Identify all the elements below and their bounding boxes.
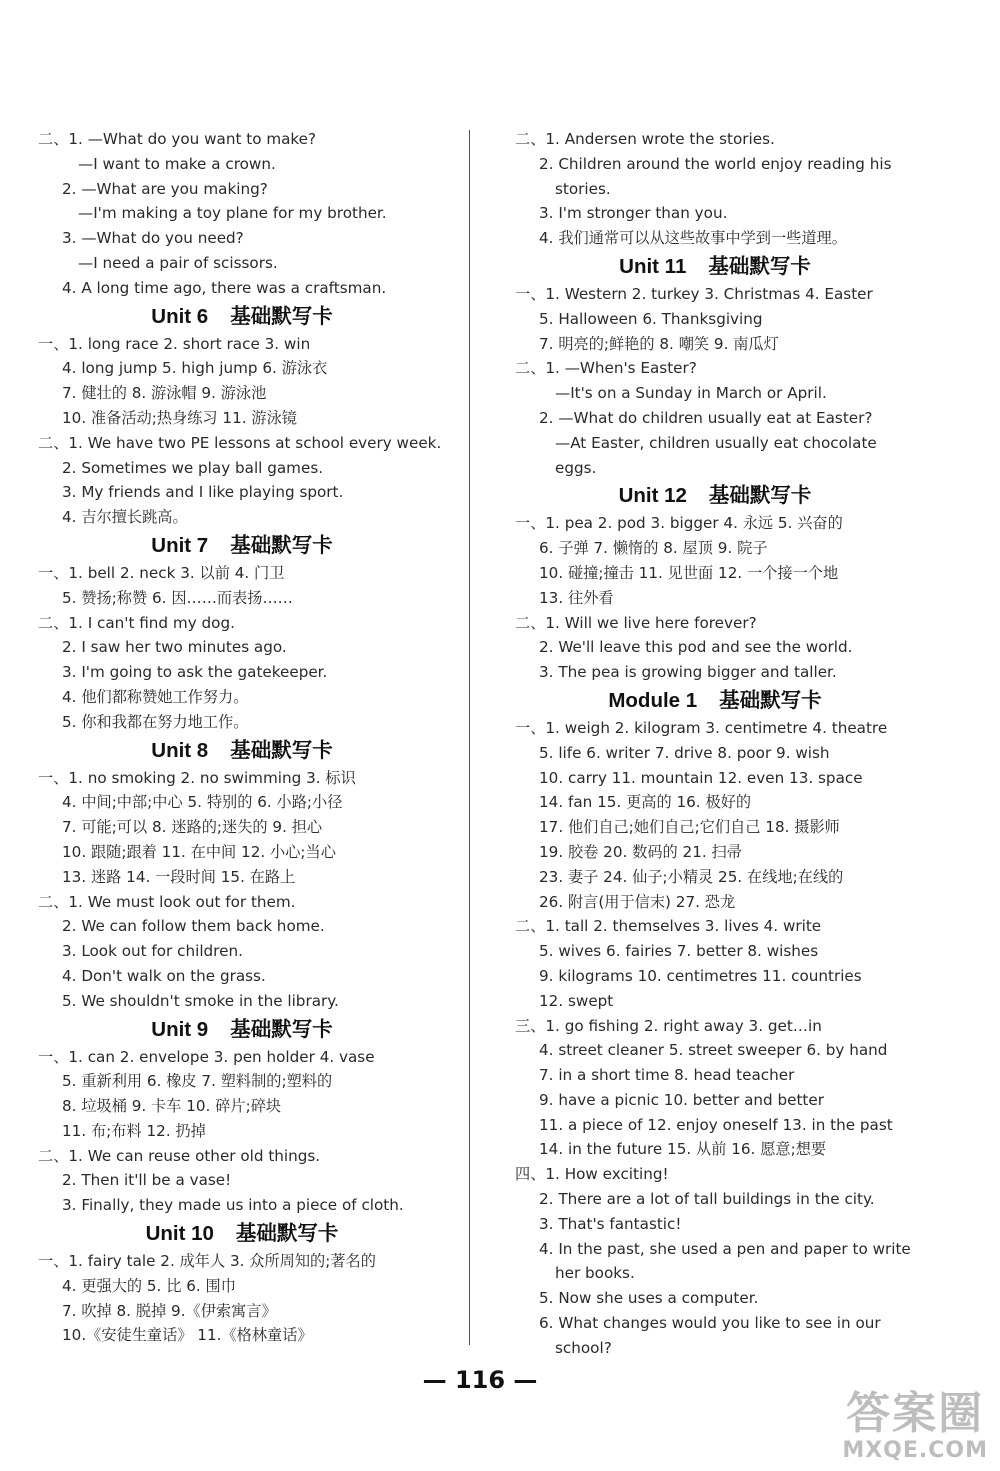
text-line: 2. There are a lot of tall buildings in the city. <box>539 1190 875 1209</box>
right-block1 <box>515 127 915 251</box>
text-line: 2. We can follow them back home. <box>62 917 325 936</box>
text-line: 5. 赞扬;称赞 6. 因……而表扬…… <box>62 588 293 607</box>
text-line: 一、1. Western 2. turkey 3. Christmas 4. Easter <box>515 284 873 303</box>
unit8-section <box>38 766 446 1014</box>
text-line: 一、1. weigh 2. kilogram 3. centimetre 4. theatre <box>515 718 888 737</box>
text-line: 2. Children around the world enjoy reading his <box>539 154 892 173</box>
text-line: 二、1. We can reuse other old things. <box>38 1146 321 1165</box>
text-line: 4. 我们通常可以从这些故事中学到一些道理。 <box>539 229 847 248</box>
text-line: 13. 迷路 14. 一段时间 15. 在路上 <box>62 867 296 886</box>
text-line: 6. What changes would you like to see in our <box>539 1314 881 1333</box>
section-heading: Unit 6 基础默写卡 <box>151 304 333 328</box>
section-heading: Unit 11 基础默写卡 <box>619 254 811 278</box>
text-line: 4. 他们都称赞她工作努力。 <box>62 687 249 706</box>
text-line: 二、1. I can't find my dog. <box>38 613 235 632</box>
text-line: 5. life 6. writer 7. drive 8. poor 9. wish <box>539 743 830 762</box>
text-line: 7. 吹掉 8. 脱掉 9.《伊索寓言》 <box>62 1301 277 1320</box>
text-line: 2. —What are you making? <box>62 179 268 198</box>
text-line: —I'm making a toy plane for my brother. <box>78 204 387 223</box>
text-line: 一、1. bell 2. neck 3. 以前 4. 门卫 <box>38 563 285 582</box>
text-line: school? <box>555 1338 612 1357</box>
text-line: 9. have a picnic 10. better and better <box>539 1090 824 1109</box>
section-heading: Unit 9 基础默写卡 <box>151 1017 333 1041</box>
text-line: 2. Sometimes we play ball games. <box>62 458 324 477</box>
text-line: —At Easter, children usually eat chocolate <box>555 433 877 452</box>
watermark-text: 答案圈 <box>846 1388 985 1439</box>
right-column <box>515 127 915 1361</box>
text-line: 2. We'll leave this pod and see the world. <box>539 638 853 657</box>
section-heading: Module 1 基础默写卡 <box>608 688 822 712</box>
text-line: 14. in the future 15. 从前 16. 愿意;想要 <box>539 1140 827 1159</box>
text-line: 4. long jump 5. high jump 6. 游泳衣 <box>62 359 328 378</box>
text-line: 12. swept <box>539 991 614 1010</box>
unit12-section <box>515 511 915 685</box>
text-line: 一、1. can 2. envelope 3. pen holder 4. vase <box>38 1047 375 1066</box>
text-line: 7. 明亮的;鲜艳的 8. 嘲笑 9. 南瓜灯 <box>539 334 779 353</box>
text-line: 10. 碰撞;撞击 11. 见世面 12. 一个接一个地 <box>539 563 839 582</box>
section-heading: Unit 12 基础默写卡 <box>618 484 812 508</box>
text-line: 5. 你和我都在努力地工作。 <box>62 712 249 731</box>
text-line: 4. 吉尔擅长跳高。 <box>62 508 188 527</box>
text-line: 4. 更强大的 5. 比 6. 围巾 <box>62 1276 236 1295</box>
text-line: 3. I'm going to ask the gatekeeper. <box>62 663 328 682</box>
text-line: 4. A long time ago, there was a craftsman. <box>62 278 387 297</box>
text-line: 6. 子弹 7. 懒惰的 8. 屋顶 9. 院子 <box>539 539 768 558</box>
text-line: eggs. <box>555 458 597 477</box>
text-line: 7. 可能;可以 8. 迷路的;迷失的 9. 担心 <box>62 818 323 837</box>
text-line: 5. 重新利用 6. 橡皮 7. 塑料制的;塑料的 <box>62 1072 333 1091</box>
text-line: 7. in a short time 8. head teacher <box>539 1066 795 1085</box>
text-line: —I need a pair of scissors. <box>78 253 278 272</box>
text-line: 二、1. tall 2. themselves 3. lives 4. write <box>515 917 822 936</box>
text-line: 26. 附言(用于信末) 27. 恐龙 <box>539 892 736 911</box>
text-line: 3. That's fantastic! <box>539 1214 682 1233</box>
text-line: 14. fan 15. 更高的 16. 极好的 <box>539 793 752 812</box>
text-line: 7. 健壮的 8. 游泳帽 9. 游泳池 <box>62 384 267 403</box>
text-line: 5. wives 6. fairies 7. better 8. wishes <box>539 942 819 961</box>
text-line: 3. My friends and I like playing sport. <box>62 483 344 502</box>
text-line: 11. a piece of 12. enjoy oneself 13. in the past <box>539 1115 893 1134</box>
text-line: her books. <box>555 1264 635 1283</box>
page-number: — 116 — <box>422 1366 538 1394</box>
text-line: stories. <box>555 179 611 198</box>
text-line: 三、1. go fishing 2. right away 3. get…in <box>515 1016 822 1035</box>
text-line: 19. 胶卷 20. 数码的 21. 扫帚 <box>539 842 742 861</box>
column-divider <box>469 130 470 1345</box>
unit11-section <box>515 282 915 480</box>
text-line: 3. Finally, they made us into a piece of cloth. <box>62 1196 404 1215</box>
text-line: 二、1. We have two PE lessons at school every week. <box>38 433 442 452</box>
text-line: 9. kilograms 10. centimetres 11. countries <box>539 966 862 985</box>
module1-section <box>515 716 915 1361</box>
section-heading: Unit 10 基础默写卡 <box>145 1222 339 1246</box>
text-line: 5. Now she uses a computer. <box>539 1289 759 1308</box>
section-heading: Unit 8 基础默写卡 <box>151 738 333 762</box>
text-line: 二、1. Andersen wrote the stories. <box>515 130 775 148</box>
text-line: 3. The pea is growing bigger and taller. <box>539 663 837 682</box>
unit9-section <box>38 1045 446 1219</box>
text-line: 一、1. fairy tale 2. 成年人 3. 众所周知的;著名的 <box>38 1252 376 1271</box>
text-line: 11. 布;布料 12. 扔掉 <box>62 1121 206 1140</box>
text-line: —I want to make a crown. <box>78 154 276 173</box>
text-line: 23. 妻子 24. 仙子;小精灵 25. 在线地;在线的 <box>539 867 844 886</box>
text-line: 10. 准备活动;热身练习 11. 游泳镜 <box>62 408 297 427</box>
text-line: 二、1. We must look out for them. <box>38 892 296 911</box>
text-line: 5. We shouldn't smoke in the library. <box>62 991 339 1010</box>
unit6-section <box>38 332 446 530</box>
text-line: 10.《安徒生童话》 11.《格林童话》 <box>62 1326 313 1345</box>
left-block1 <box>38 127 446 301</box>
text-line: 4. 中间;中部;中心 5. 特别的 6. 小路;小径 <box>62 793 343 812</box>
text-line: 一、1. long race 2. short race 3. win <box>38 334 311 353</box>
text-line: 4. street cleaner 5. street sweeper 6. by hand <box>539 1041 888 1060</box>
left-column <box>38 127 446 1348</box>
text-line: 一、1. pea 2. pod 3. bigger 4. 永远 5. 兴奋的 <box>515 514 843 533</box>
text-line: 5. Halloween 6. Thanksgiving <box>539 309 763 328</box>
text-line: 4. Don't walk on the grass. <box>62 966 266 985</box>
text-line: 8. 垃圾桶 9. 卡车 10. 碎片;碎块 <box>62 1097 282 1116</box>
text-line: 10. carry 11. mountain 12. even 13. space <box>539 768 863 787</box>
text-line: 3. —What do you need? <box>62 229 244 248</box>
text-line: 17. 他们自己;她们自己;它们自己 18. 摄影师 <box>539 818 840 837</box>
text-line: 3. Look out for children. <box>62 942 243 961</box>
text-line: 2. I saw her two minutes ago. <box>62 638 287 657</box>
text-line: 2. Then it'll be a vase! <box>62 1171 232 1190</box>
text-line: 3. I'm stronger than you. <box>539 204 728 223</box>
text-line: 二、1. —When's Easter? <box>515 359 697 378</box>
text-line: 二、1. Will we live here forever? <box>515 613 757 632</box>
text-line: 四、1. How exciting! <box>515 1165 669 1184</box>
unit10-section <box>38 1249 446 1348</box>
text-line: 一、1. no smoking 2. no swimming 3. 标识 <box>38 768 356 787</box>
text-line: —It's on a Sunday in March or April. <box>555 384 827 403</box>
text-line: 10. 跟随;跟着 11. 在中间 12. 小心;当心 <box>62 842 336 861</box>
watermark <box>842 1390 988 1463</box>
text-line: 二、1. —What do you want to make? <box>38 130 317 148</box>
text-line: 2. —What do children usually eat at Easter? <box>539 408 873 427</box>
text-line: 4. In the past, she used a pen and paper to write <box>539 1239 911 1258</box>
watermark-url: MXQE.COM <box>842 1438 988 1463</box>
section-heading: Unit 7 基础默写卡 <box>151 533 333 557</box>
text-line: 13. 往外看 <box>539 588 614 607</box>
unit7-section <box>38 561 446 735</box>
